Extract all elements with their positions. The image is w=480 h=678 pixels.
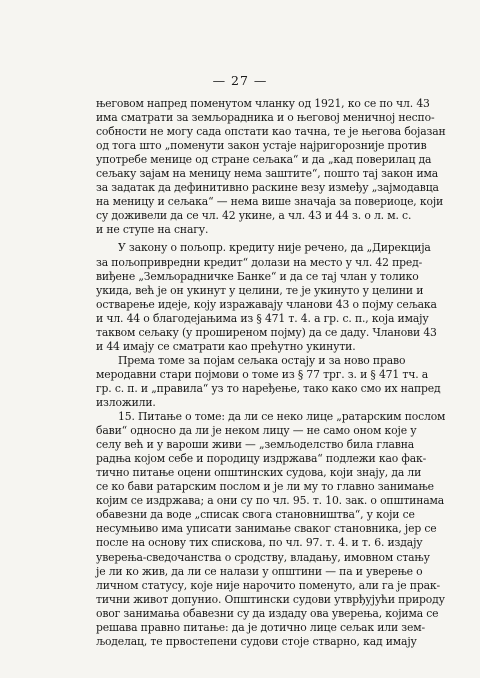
text-line: за задатак да дефинитивно раскине везу између „зајмодавца: [96, 181, 439, 195]
text-line: је ли ко жив, да ли се налази у општини — па и уверење о: [96, 564, 423, 578]
text-line: У закону о пољопр. кредиту није речено, да „Дирекција: [118, 241, 431, 255]
text-line: собности не могу сада опстати као тачна, те је његова бојазан: [96, 125, 446, 139]
text-line: селу већ и у вароши живи — „земљоделство била главна: [96, 438, 415, 452]
text-line: овог занимања обавезни су да издаду ова уверења, којима се: [96, 606, 439, 620]
text-line: и чл. 44 о благодејањима из § 471 т. 4. а гр. с. п., која имају: [96, 311, 429, 325]
text-line: решава правно питање: да је дотично лице сељак или зем-: [96, 620, 426, 634]
text-line: тични живот допунио. Општински судови утврђујући природу: [96, 592, 445, 606]
text-line: и не ступе на снагу.: [96, 223, 209, 237]
text-line: меродавни стари појмови о томе из § 77 трг. з. и § 471 тч. а: [96, 367, 429, 381]
text-line: за пољопривредни кредит“ долази на место у чл. 42 пред-: [96, 255, 423, 269]
text-line: бави“ односно да ли је неком лицу — не само оном које у: [96, 424, 417, 438]
text-line: остварење идеје, коју изражавају чланови 43 о појму сељака: [96, 297, 437, 311]
paragraph: [96, 97, 446, 237]
text-line: тично питање оцени општинских судова, који знају, да ли: [96, 466, 422, 480]
text-line: личном статусу, које није нарочито поменуто, али га је прак-: [96, 578, 440, 592]
text-line: Према томе за појам сељака остају и за ново право: [118, 353, 406, 367]
text-line: таквом сељаку (у проширеном појму) да се даду. Чланови 43: [96, 325, 437, 339]
text-line: обавезни да воде „списак свога становништва“, у који се: [96, 508, 415, 522]
text-line: употребе менице од стране сељака“ и да „кад поверилац да: [96, 153, 432, 167]
text-line: виђене „Земљорадничке Банке“ и да се тај члан у толико: [96, 269, 419, 283]
text-line: несумњиво има уписати занимање сваког становника, јер се: [96, 522, 437, 536]
paragraph: [96, 410, 446, 649]
text-line: гр. с. п. и „правила“ уз то наређење, тако како смо их напред: [96, 381, 441, 395]
text-line: и 44 имају се сматрати као прећутно укинути.: [96, 339, 356, 353]
body-text: [96, 97, 446, 649]
paragraph: [96, 353, 441, 410]
text-line: радња којом себе и породицу издржава“ подлежи као фак-: [96, 452, 427, 466]
text-line: изложили.: [96, 395, 156, 409]
text-line: се ко бави ратарским послом и је ли му то главно занимање: [96, 480, 434, 494]
text-line: има сматрати за земљорадника и о његовој меничној неспо-: [96, 111, 435, 125]
text-line: после на основу тих спискова, по чл. 97. т. 4. и т. 6. издају: [96, 536, 423, 550]
text-line: уверења-сведочанства о сродству, владању, имовном стању: [96, 550, 430, 564]
text-line: на меницу и сељака“ — нема више значаја за повериоце, који: [96, 195, 444, 209]
page-number: — 27 —: [212, 73, 268, 88]
text-line: љоделац, те првостепени судови стоје стварно, кад имају: [96, 634, 417, 648]
text-line: 15. Питање о томе: да ли се неко лице „ратарским послом: [118, 410, 446, 424]
text-line: којим се издржава; а они су по чл. 95. т. 10. зак. о општинама: [96, 494, 445, 508]
paragraph: [96, 241, 437, 353]
text-line: укида, већ је он укинут у целини, те је укинуто у целини и: [96, 283, 424, 297]
text-line: његовом напред поменутом чланку од 1921, ко се по чл. 43: [96, 97, 430, 110]
text-line: од тога што „поменути закон устаје најригорозније против: [96, 139, 427, 153]
text-line: сељаку зајам на меницу нема заштите“, пошто тај закон има: [96, 167, 439, 181]
text-line: су доживели да се чл. 42 укине, а чл. 43 и 44 з. о л. м. с.: [96, 209, 412, 223]
